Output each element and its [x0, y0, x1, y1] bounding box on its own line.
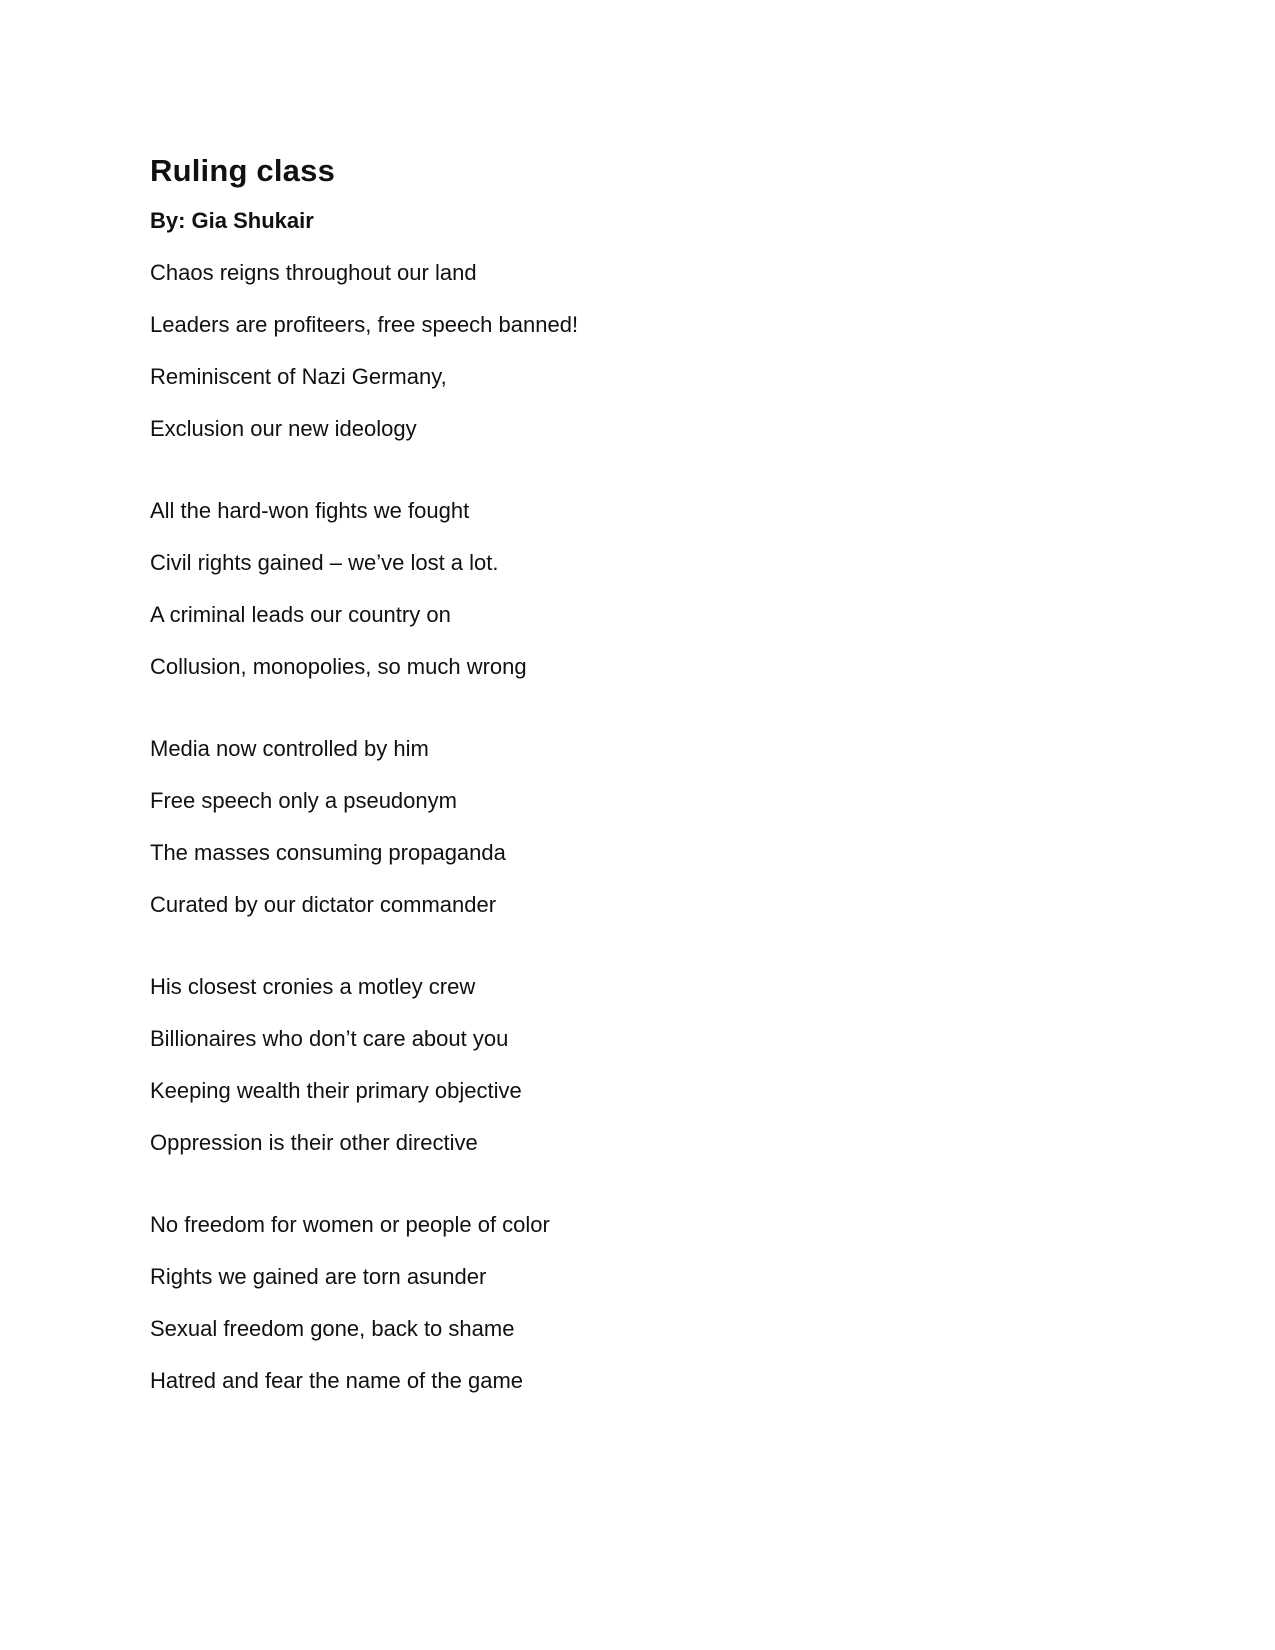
poem-line: His closest cronies a motley crew [150, 974, 476, 999]
poem-line: Free speech only a pseudonym [150, 788, 457, 813]
poem-line: Chaos reigns throughout our land [150, 260, 477, 285]
poem-line: Collusion, monopolies, so much wrong [150, 654, 527, 679]
poem-line: No freedom for women or people of color [150, 1212, 550, 1237]
poem-stanzas [150, 258, 1125, 1396]
poem-line: Oppression is their other directive [150, 1130, 478, 1155]
stanza-4 [150, 972, 1125, 1158]
document-body [150, 150, 1125, 1448]
poem-line: Civil rights gained – we’ve lost a lot. [150, 550, 499, 575]
stanza-1 [150, 258, 1125, 444]
poem-line: Hatred and fear the name of the game [150, 1368, 524, 1393]
poem-line: All the hard-won fights we fought [150, 498, 470, 523]
poem-line: Billionaires who don’t care about you [150, 1026, 509, 1051]
poem-line: Curated by our dictator commander [150, 892, 497, 917]
poem-line: Media now controlled by him [150, 736, 429, 761]
stanza-3 [150, 734, 1125, 920]
poem-line: Sexual freedom gone, back to shame [150, 1316, 515, 1341]
poem-line: Reminiscent of Nazi Germany, [150, 364, 447, 389]
poem-line: Rights we gained are torn asunder [150, 1264, 487, 1289]
poem-author: By: Gia Shukair [150, 208, 314, 233]
poem-line: Keeping wealth their primary objective [150, 1078, 522, 1103]
poem-line: The masses consuming propaganda [150, 840, 506, 865]
poem-title: Ruling class [150, 153, 336, 188]
stanza-5 [150, 1210, 1125, 1396]
poem-line: Leaders are profiteers, free speech banned! [150, 312, 579, 337]
poem-line: A criminal leads our country on [150, 602, 451, 627]
stanza-2 [150, 496, 1125, 682]
poem-line: Exclusion our new ideology [150, 416, 417, 441]
